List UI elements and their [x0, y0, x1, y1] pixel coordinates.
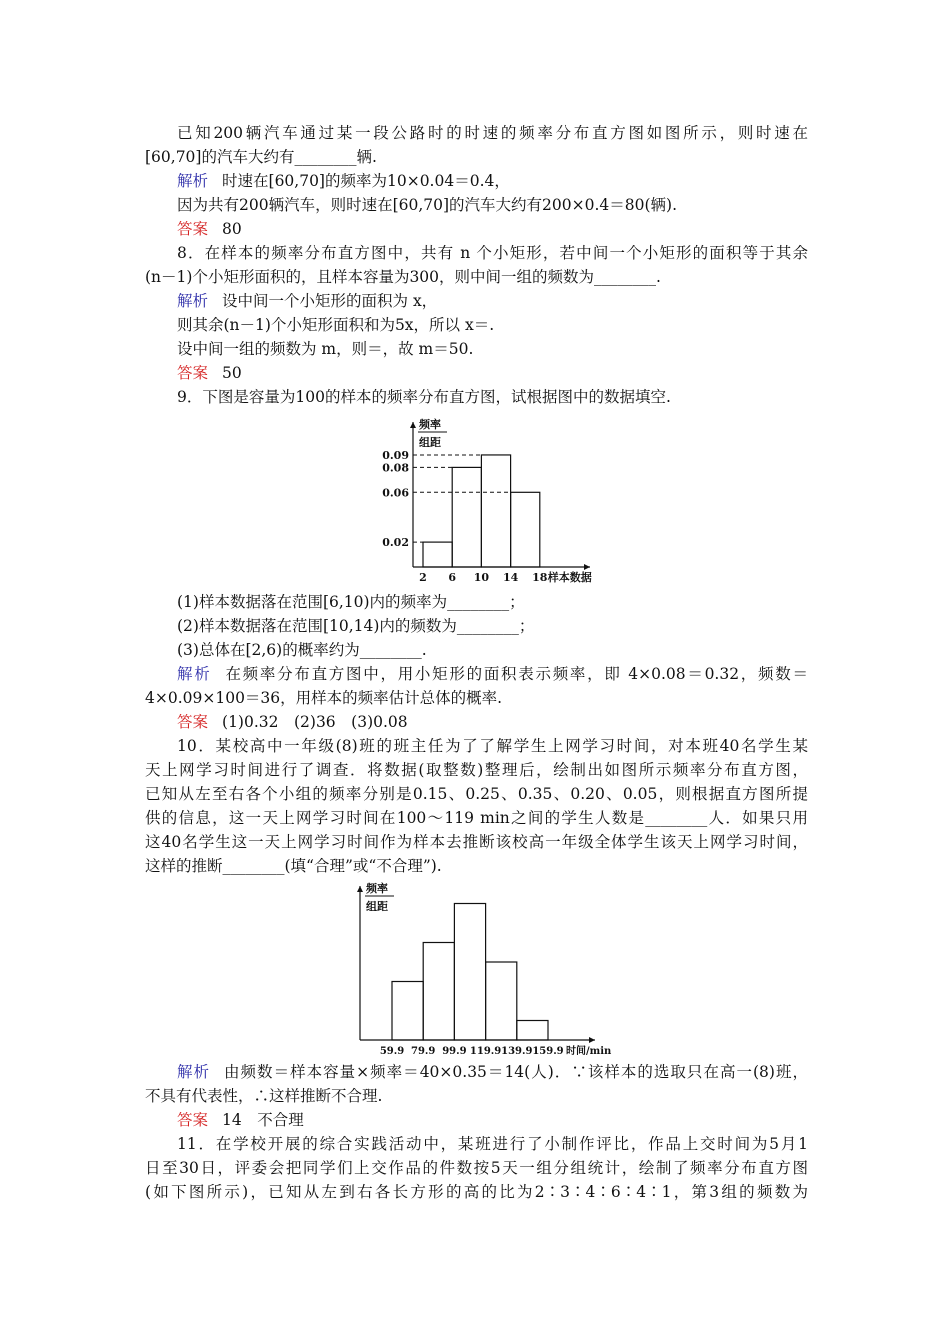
line-text: 4×0.09×100＝36，用样本的频率估计总体的概率.: [145, 689, 503, 707]
histogram-bar: [423, 943, 454, 1041]
x-tick-label: 79.9: [411, 1046, 436, 1057]
y-label-top: 频率: [366, 882, 388, 895]
line-text: 不具有代表性，∴这样推断不合理.: [145, 1087, 383, 1105]
text-line: [177, 338, 808, 360]
text-line: [145, 146, 808, 168]
line-text: 这样的推断________(填“合理”或“不合理”).: [145, 857, 442, 875]
line-text: 供的信息，这一天上网学习时间在100～119 min之间的学生人数是________人．如果只用: [145, 809, 808, 827]
answer-label: 答案: [177, 1111, 209, 1129]
line-text: 80: [222, 220, 242, 238]
histogram-bar: [452, 467, 481, 567]
histogram-bar: [423, 542, 452, 567]
text-line: [177, 639, 808, 661]
y-label-top: 频率: [419, 418, 441, 431]
text-line: [177, 290, 808, 312]
answer-label: 答案: [177, 364, 209, 382]
line-text: 由频数＝样本容量×频率＝40×0.35＝14(人)．∵该样本的选取只在高一(8)班，: [224, 1063, 808, 1081]
text-line: [177, 615, 808, 637]
line-text: 时速在[60,70]的频率为10×0.04＝0.4，: [222, 172, 510, 190]
line-text: (1)0.32 (2)36 (3)0.08: [222, 713, 408, 731]
histogram-bar: [511, 492, 540, 567]
line-text: 已知从左至右各个小组的频率分别是0.15、0.25、0.35、0.20、0.05，则根据直方图所提: [145, 785, 808, 803]
y-tick-label: 0.06: [382, 486, 409, 500]
y-tick-label: 0.08: [382, 461, 409, 475]
y-tick-label: 0.02: [382, 536, 409, 550]
histogram-bar: [486, 962, 517, 1040]
text-line: [145, 1157, 808, 1179]
line-text: 14 不合理: [222, 1111, 304, 1129]
text-line: [177, 314, 808, 336]
text-line: [177, 1133, 808, 1155]
analysis-label: 解析: [177, 1063, 211, 1081]
text-line: [145, 1085, 808, 1107]
line-text: (如下图所示)，已知从左到右各长方形的高的比为2∶3∶4∶6∶4∶1，第3组的频数为: [145, 1183, 808, 1201]
text-line: [145, 687, 808, 709]
text-line: [177, 1061, 808, 1083]
line-text: 设中间一个小矩形的面积为 x，: [222, 292, 438, 310]
line-text: 9．下图是容量为100的样本的频率分布直方图，试根据图中的数据填空.: [177, 388, 671, 406]
y-axis-arrow-icon: [357, 886, 363, 892]
text-line: [145, 855, 808, 877]
x-axis-arrow-icon: [589, 1037, 595, 1043]
line-text: 50: [222, 364, 242, 382]
y-label-bottom: 组距: [419, 436, 441, 449]
text-line: [145, 266, 808, 288]
line-text: 天上网学习时间进行了调查．将数据(取整数)整理后，绘制出如图所示频率分布直方图，: [145, 761, 808, 779]
line-text: 这40名学生这一天上网学习时间作为样本去推断该校高一年级全体学生该天上网学习时间，: [145, 833, 808, 851]
text-line: [177, 711, 808, 733]
line-text: [60,70]的汽车大约有________辆.: [145, 148, 377, 166]
text-line: [177, 663, 808, 685]
line-text: 设中间一组的频数为 m，则＝，故 m＝50.: [177, 340, 474, 358]
x-tick-label: 2: [419, 571, 427, 584]
line-text: 在频率分布直方图中，用小矩形的面积表示频率，即 4×0.08＝0.32，频数＝: [225, 665, 808, 683]
histogram-bar: [481, 455, 510, 567]
x-axis-label: 时间/min: [566, 1046, 612, 1057]
text-line: [145, 807, 808, 829]
x-tick-label: 159.9: [532, 1046, 564, 1057]
line-text: 10．某校高中一年级(8)班的班主任为了了解学生上网学习时间，对本班40名学生某: [177, 737, 808, 755]
line-text: 8．在样本的频率分布直方图中，共有 n 个小矩形，若中间一个小矩形的面积等于其余: [177, 244, 808, 262]
x-tick-label: 139.9: [501, 1046, 533, 1057]
analysis-label: 解析: [177, 172, 209, 190]
text-line: [145, 759, 808, 781]
text-line: [177, 194, 808, 216]
text-line: [177, 362, 808, 384]
y-tick-label: 0.09: [382, 448, 409, 462]
analysis-label: 解析: [177, 292, 209, 310]
x-tick-label: 14: [502, 571, 519, 584]
line-text: 11．在学校开展的综合实践活动中，某班进行了小制作评比，作品上交时间为5月1: [177, 1135, 808, 1153]
x-tick-label: 99.9: [442, 1046, 467, 1057]
x-tick-label: 18: [532, 571, 548, 584]
line-text: 日至30日，评委会把同学们上交作品的件数按5天一组分组统计，绘制了频率分布直方图: [145, 1159, 808, 1177]
answer-label: 答案: [177, 713, 209, 731]
line-text: 已知200辆汽车通过某一段公路时的时速的频率分布直方图如图所示，则时速在: [177, 124, 808, 142]
text-line: [177, 735, 808, 757]
answer-label: 答案: [177, 220, 209, 238]
x-tick-label: 6: [448, 571, 457, 584]
text-line: [177, 170, 808, 192]
text-line: [177, 122, 808, 144]
x-tick-label: 10: [473, 571, 490, 584]
histogram-chart-2: [340, 878, 640, 1058]
line-text: (1)样本数据落在范围[6,10)内的频率为________；: [177, 593, 525, 611]
text-line: [177, 591, 808, 613]
line-text: 则其余(n－1)个小矩形面积和为5x，所以 x＝.: [177, 316, 495, 334]
text-line: [177, 386, 808, 408]
x-tick-label: 119.9: [469, 1046, 502, 1057]
histogram-bar: [454, 904, 485, 1041]
x-axis-arrow-icon: [584, 564, 590, 570]
text-line: [145, 1181, 808, 1203]
text-line: [177, 1109, 808, 1131]
analysis-label: 解析: [177, 665, 212, 683]
y-axis-arrow-icon: [410, 422, 416, 428]
histogram-bar: [392, 982, 423, 1041]
x-axis-label: 样本数据: [547, 571, 592, 584]
text-line: [145, 831, 808, 853]
text-line: [177, 218, 808, 240]
y-label-bottom: 组距: [366, 900, 388, 913]
line-text: 因为共有200辆汽车，则时速在[60,70]的汽车大约有200×0.4＝80(辆).: [177, 196, 678, 214]
line-text: (n－1)个小矩形面积的，且样本容量为300，则中间一组的频数为________.: [145, 268, 661, 286]
line-text: (2)样本数据落在范围[10,14)内的频数为________；: [177, 617, 535, 635]
text-line: [177, 242, 808, 264]
text-line: [145, 783, 808, 805]
histogram-chart-1: [350, 410, 610, 590]
histogram-bar: [517, 1021, 548, 1041]
x-tick-label: 59.9: [379, 1046, 405, 1057]
line-text: (3)总体在[2,6)的概率约为________.: [177, 641, 427, 659]
